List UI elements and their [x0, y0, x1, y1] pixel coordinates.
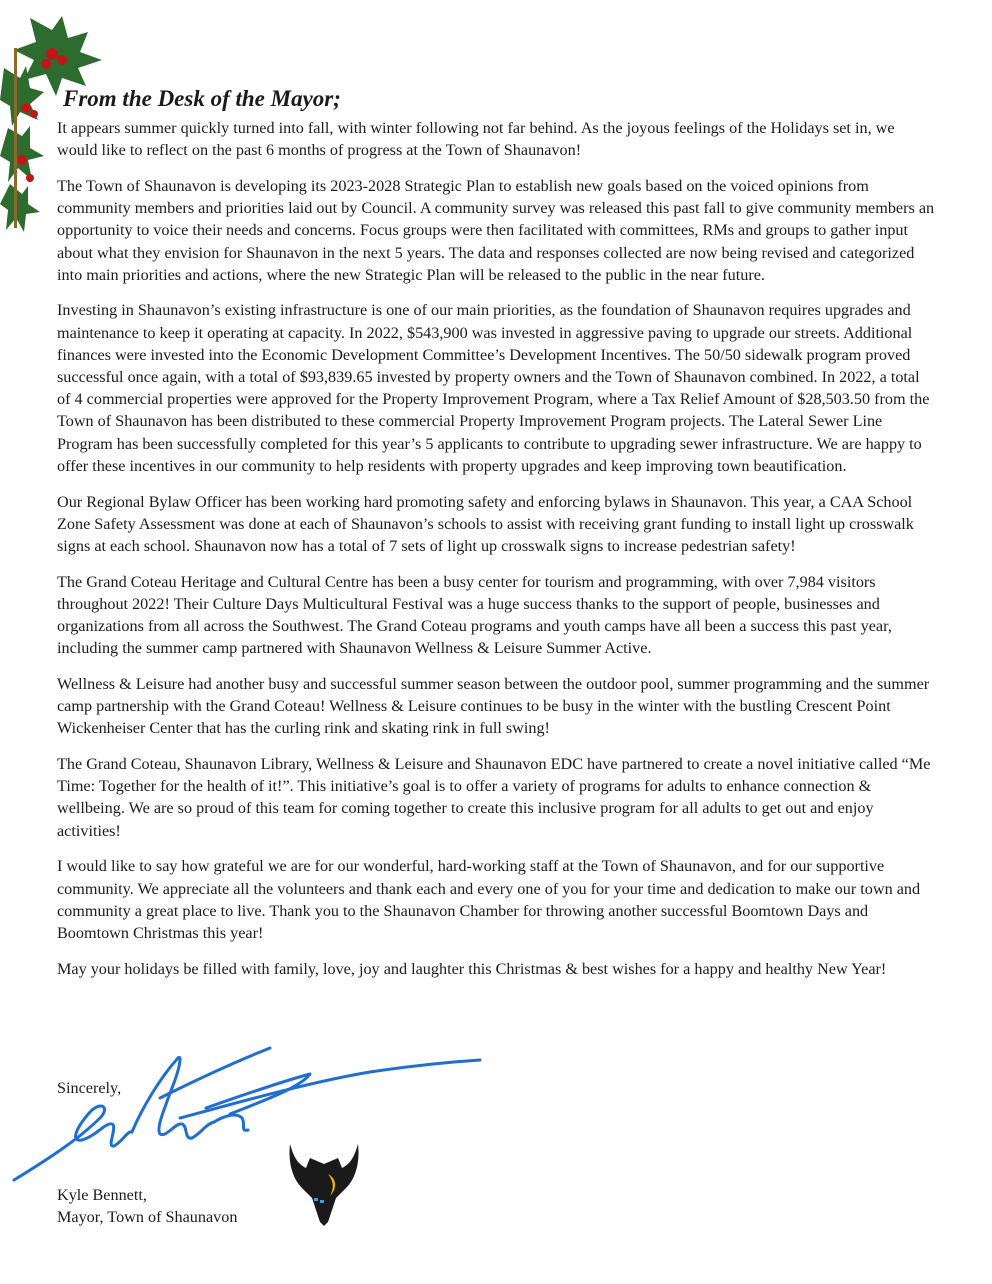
- signer-title: Mayor, Town of Shaunavon: [57, 1208, 238, 1226]
- letter-body: [57, 117, 937, 993]
- signer-name: Kyle Bennett,: [57, 1186, 147, 1204]
- paragraph: Investing in Shaunavon’s existing infrastructure is one of our main priorities, as the foundation of Shaunavon requires upgrades and maintenance to keep it operating at capacity. In 2022, $543,900 was invested in aggressive paving to upgrade our streets. Additional finances were invested into the Economic Development Committee’s Development Incentives. The 50/50 sidewalk program proved successful once again, with a total of $93,839.65 invested by property owners and the Town of Shaunavon combined. In 2022, a total of 4 commercial properties were approved for the Property Improvement Program, where a Tax Relief Amount of $28,503.50 from the Town of Shaunavon has been distributed to these commercial Property Improvement Program projects. The Lateral Sewer Line Program has been successfully completed for this year’s 5 applicants to contribute to upgrading sewer infrastructure. We are happy to offer these incentives in our community to help residents with property upgrades and keep improving town beautification.: [57, 301, 930, 475]
- closing-salutation: Sincerely,: [57, 1079, 122, 1097]
- paragraph: Our Regional Bylaw Officer has been working hard promoting safety and enforcing bylaws in Shaunavon. This year, a CAA School Zone Safety Assessment was done at each of Shaunavon’s schools to assist with receiving grant funding to install light up crosswalk signs at each school. Shaunavon now has a total of 7 sets of light up crosswalk signs to increase pedestrian safety!: [57, 492, 914, 555]
- paragraph: I would like to say how grateful we are for our wonderful, hard-working staff at the Town of Shaunavon, and for our supportive community. We appreciate all the volunteers and thank each and every one of you for your time and dedication to make our town and community a great place to live. Thank you to the Shaunavon Chamber for throwing another successful Boomtown Days and Boomtown Christmas this year!: [57, 857, 921, 942]
- signer-block: [57, 1184, 237, 1228]
- signature-icon: [10, 1038, 490, 1188]
- paragraph: May your holidays be filled with family, love, joy and laughter this Christmas & best wishes for a happy and healthy New Year!: [57, 959, 887, 978]
- letter-title: From the Desk of the Mayor;: [63, 86, 341, 111]
- paragraph: The Grand Coteau Heritage and Cultural Centre has been a busy center for tourism and programming, with over 7,984 visitors throughout 2022! Their Culture Days Multicultural Festival was a huge success thanks to the support of people, businesses and organizations from all across the Southwest. The Grand Coteau programs and youth camps have all been a success this past year, including the summer camp partnered with Shaunavon Wellness & Leisure Summer Active.: [57, 572, 892, 658]
- paragraph: The Grand Coteau, Shaunavon Library, Wellness & Leisure and Shaunavon EDC have partnered to create a novel initiative called “Me Time: Together for the health of it!”. This initiative’s goal is to offer a variety of programs for adults to enhance connection & wellbeing. We are so proud of this team for coming together to create this inclusive program for all adults to get out and enjoy activities!: [57, 755, 931, 840]
- town-emblem-icon: [284, 1138, 364, 1228]
- paragraph: It appears summer quickly turned into fall, with winter following not far behind. As the joyous feelings of the Holidays set in, we would like to reflect on the past 6 months of progress at the Town of Shaunavon!: [57, 119, 895, 160]
- paragraph: Wellness & Leisure had another busy and successful summer season between the outdoor pool, summer programming and the summer camp partnership with the Grand Coteau! Wellness & Leisure continues to be busy in the winter with the bustling Crescent Point Wickenheiser Center that has the curling rink and skating rink in full swing!: [57, 674, 930, 738]
- paragraph: The Town of Shaunavon is developing its 2023-2028 Strategic Plan to establish new goals based on the voiced opinions from community members and priorities laid out by Council. A community survey was released this past fall to give community members an opportunity to voice their needs and concerns. Focus groups were then facilitated with committees, RMs and groups to gather input about what they envision for Shaunavon in the next 5 years. The data and responses collected are now being revised and categorized into main priorities and actions, where the new Strategic Plan will be released to the public in the near future.: [57, 176, 935, 284]
